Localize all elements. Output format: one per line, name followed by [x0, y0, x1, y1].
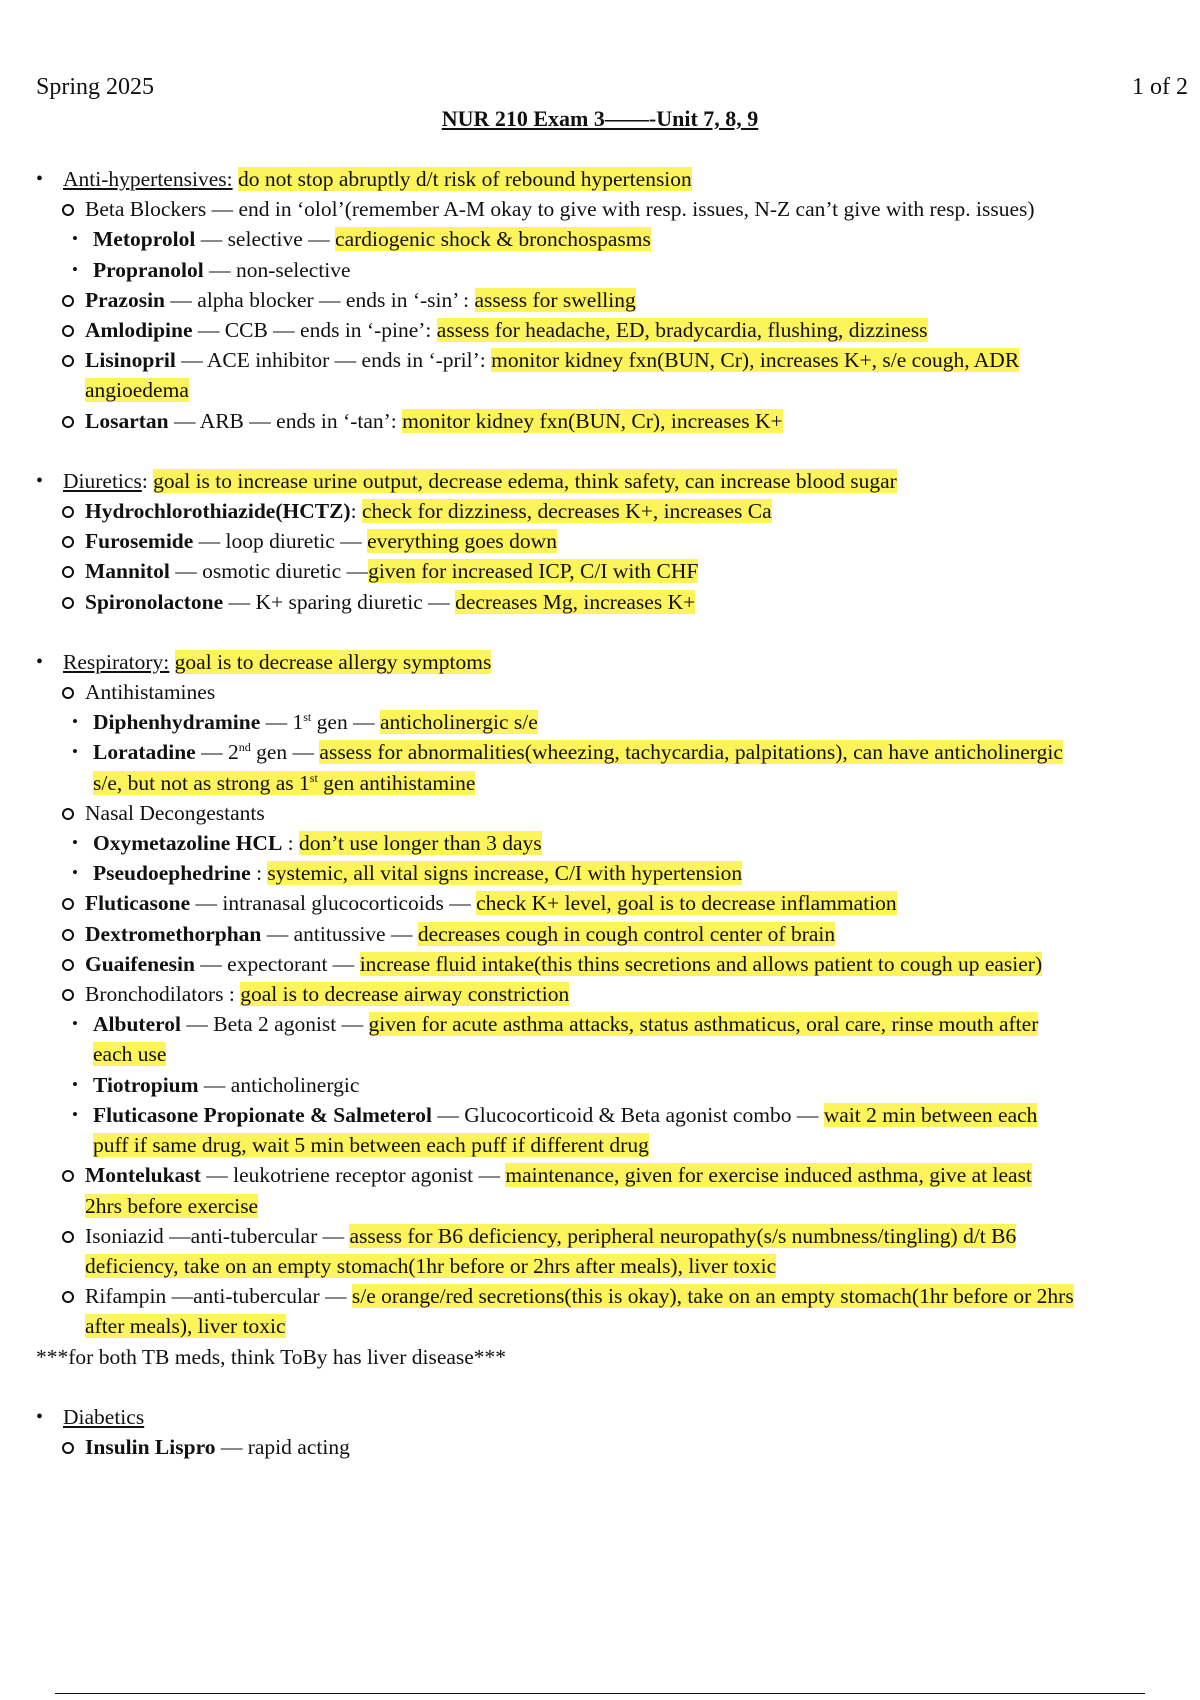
list-item — [36, 406, 1194, 436]
highlighted-note: wait 2 min between each — [823, 1102, 1038, 1127]
highlighted-note: check K+ level, goal is to decrease inflammation — [476, 891, 897, 916]
drug-name: Propranolol — [93, 257, 204, 282]
highlighted-note: goal is to decrease allergy symptoms — [174, 649, 492, 674]
section-antihypertensives — [36, 164, 1194, 436]
drug-name: Pseudoephedrine — [93, 861, 251, 886]
highlighted-note: decreases cough in cough control center of brain — [417, 921, 836, 946]
section-heading: Respiratory: — [63, 649, 170, 674]
circle-bullet-icon — [62, 808, 74, 820]
bullet-icon: • — [36, 1405, 44, 1428]
list-item — [36, 285, 1194, 315]
drug-name: Metoprolol — [93, 227, 196, 252]
drug-description: — non-selective — [203, 257, 351, 282]
section-diuretics — [36, 466, 1194, 617]
circle-bullet-icon — [62, 1442, 74, 1454]
circle-bullet-icon — [62, 204, 74, 216]
drug-name: Oxymetazoline HCL — [93, 831, 283, 856]
bullet-icon: • — [72, 1104, 78, 1124]
circle-bullet-icon — [62, 566, 74, 578]
section-heading-row — [36, 1402, 1194, 1432]
list-item — [36, 496, 1194, 526]
circle-bullet-icon — [62, 929, 74, 941]
page-number: 1 of 2 — [1132, 74, 1188, 100]
highlighted-note: deficiency, take on an empty stomach(1hr before or 2hrs after meals), liver toxic — [85, 1253, 777, 1278]
circle-bullet-icon — [62, 687, 74, 699]
list-item: Insulin Lispro — rapid acting — [36, 1432, 1194, 1462]
drug-description: — K+ sparing diuretic — — [223, 589, 456, 614]
drug-name: Spironolactone — [85, 589, 224, 614]
bullet-icon: • — [72, 863, 78, 883]
bullet-icon: • — [72, 712, 78, 732]
highlighted-note: assess for abnormalities(wheezing, tachycardia, palpitations), can have anticholinergic — [319, 740, 1063, 765]
footer-divider — [55, 1693, 1145, 1694]
highlighted-note: increase fluid intake(this thins secretions and allows patient to cough up easier) — [359, 951, 1043, 976]
section-heading: Diabetics — [63, 1404, 145, 1429]
drug-name: Guaifenesin — [85, 951, 195, 976]
list-item — [36, 798, 1194, 828]
drug-name: Dextromethorphan — [85, 921, 262, 946]
circle-bullet-icon — [62, 355, 74, 367]
highlighted-note: check for dizziness, decreases K+, increases Ca — [361, 499, 772, 524]
drug-name: Loratadine — [93, 740, 196, 765]
bullet-icon: • — [72, 1014, 78, 1034]
bullet-icon: • — [72, 259, 78, 279]
bullet-icon: • — [36, 168, 44, 190]
circle-bullet-icon — [62, 959, 74, 971]
highlighted-note: systemic, all vital signs increase, C/I with hypertension — [267, 861, 743, 886]
drug-name: Mannitol — [85, 559, 170, 584]
highlighted-note: decreases Mg, increases K+ — [455, 589, 696, 614]
drug-name: Losartan — [85, 408, 169, 433]
circle-bullet-icon — [62, 1231, 74, 1243]
highlighted-note: monitor kidney fxn(BUN, Cr), increases K+, s/e cough, ADR — [491, 348, 1020, 373]
item-text: Bronchodilators : — [85, 982, 241, 1007]
drug-description: — selective — — [195, 227, 336, 252]
item-text: Rifampin —anti-tubercular — — [85, 1284, 352, 1309]
section-heading-row — [36, 647, 1194, 677]
drug-description: — osmotic diuretic — — [169, 559, 369, 584]
list-item — [36, 194, 1194, 224]
highlighted-note: maintenance, given for exercise induced asthma, give at least — [505, 1163, 1032, 1188]
circle-bullet-icon — [62, 1291, 74, 1303]
drug-description: : — [350, 499, 362, 524]
bullet-icon: • — [72, 229, 78, 249]
bullet-icon: • — [36, 469, 44, 492]
highlighted-note: given for acute asthma attacks, status asthmaticus, oral care, rinse mouth after — [368, 1012, 1039, 1037]
highlighted-note: don’t use longer than 3 days — [299, 831, 542, 856]
circle-bullet-icon — [62, 989, 74, 1001]
item-text: Beta Blockers — end in ‘olol’(remember A-M okay to give with resp. issues, N-Z can’t give with resp. issues) — [85, 197, 1035, 222]
circle-bullet-icon — [62, 416, 74, 428]
highlighted-note: do not stop abruptly d/t risk of rebound hypertension — [237, 167, 692, 191]
drug-name: Fluticasone — [85, 891, 191, 916]
drug-description: — CCB — ends in ‘-pine’: — [192, 318, 437, 343]
list-item — [36, 224, 1194, 254]
drug-name: Montelukast — [85, 1163, 201, 1188]
drug-description: — loop diuretic — — [193, 529, 368, 554]
notes-content — [36, 164, 1194, 1492]
bullet-icon: • — [72, 833, 78, 853]
drug-name: Albuterol — [93, 1012, 181, 1037]
drug-name: Prazosin — [85, 287, 166, 312]
highlighted-note: goal is to increase urine output, decrease edema, think safety, can increase blood sugar — [153, 468, 897, 493]
list-item — [36, 255, 1194, 285]
drug-name: Furosemide — [85, 529, 194, 554]
circle-bullet-icon — [62, 898, 74, 910]
highlighted-note: 2hrs before exercise — [85, 1193, 259, 1218]
highlighted-note: s/e, but not as strong as 1st gen antihistamine — [93, 770, 476, 795]
list-item: Montelukast — leukotriene receptor agonist — maintenance, given for exercise induced asthma, give at least 2hrs before exercise — [36, 1160, 1194, 1220]
circle-bullet-icon — [62, 536, 74, 548]
item-text: Antihistamines — [85, 680, 216, 705]
list-item — [36, 587, 1194, 617]
highlighted-note: puff if same drug, wait 5 min between each puff if different drug — [93, 1133, 649, 1158]
drug-name: Fluticasone Propionate & Salmeterol — [93, 1102, 432, 1127]
highlighted-note: s/e orange/red secretions(this is okay), take on an empty stomach(1hr before or 2hrs — [351, 1284, 1074, 1309]
drug-name: Insulin Lispro — [85, 1434, 216, 1459]
highlighted-note: assess for headache, ED, bradycardia, flushing, dizziness — [436, 318, 928, 343]
list-item: • Diphenhydramine — 1st gen — anticholinergic s/e — [36, 707, 1194, 737]
highlighted-note: assess for swelling — [474, 287, 636, 312]
section-diabetics — [36, 1402, 1194, 1462]
list-item: • Pseudoephedrine : systemic, all vital signs increase, C/I with hypertension — [36, 858, 1194, 888]
circle-bullet-icon — [62, 597, 74, 609]
item-text: Nasal Decongestants — [85, 800, 265, 825]
list-item: • Oxymetazoline HCL : don’t use longer than 3 days — [36, 828, 1194, 858]
highlighted-note: everything goes down — [367, 529, 557, 554]
drug-name: Hydrochlorothiazide(HCTZ) — [85, 499, 351, 524]
list-item — [36, 1221, 1194, 1281]
list-item: Dextromethorphan — antitussive — decreases cough in cough control center of brain — [36, 919, 1194, 949]
section-respiratory — [36, 647, 1194, 1372]
drug-name: Tiotropium — [93, 1072, 199, 1097]
list-item: • Loratadine — 2nd gen — assess for abnormalities(wheezing, tachycardia, palpitations), can have anticholinergic s/e, but not as strong as 1st gen antihistamine — [36, 737, 1194, 797]
item-text: Isoniazid —anti-tubercular — — [85, 1223, 350, 1248]
drug-description: — ACE inhibitor — ends in ‘-pril’: — [175, 348, 492, 373]
highlighted-note: assess for B6 deficiency, peripheral neuropathy(s/s numbness/tingling) d/t B6 — [349, 1223, 1017, 1248]
highlighted-note: given for increased ICP, C/I with CHF — [368, 559, 699, 584]
page-title: NUR 210 Exam 3——-Unit 7, 8, 9 — [441, 106, 759, 131]
circle-bullet-icon — [62, 506, 74, 518]
section-heading: Diuretics — [63, 468, 142, 493]
list-item: • Tiotropium — anticholinergic — [36, 1070, 1194, 1100]
drug-name: Amlodipine — [85, 318, 193, 343]
list-item — [36, 526, 1194, 556]
list-item: • Fluticasone Propionate & Salmeterol — Glucocorticoid & Beta agonist combo — wait 2 min between each puff if same drug, wait 5 min between each puff if different drug — [36, 1100, 1194, 1160]
section-heading: Anti-hypertensives: — [63, 167, 233, 191]
highlighted-note: angioedema — [85, 378, 189, 403]
highlighted-note: goal is to decrease airway constriction — [240, 982, 570, 1007]
list-item: Guaifenesin — expectorant — increase fluid intake(this thins secretions and allows patient to cough up easier) — [36, 949, 1194, 979]
mnemonic-note: ***for both TB meds, think ToBy has liver disease*** — [36, 1344, 507, 1369]
semester-label: Spring 2025 — [36, 74, 155, 100]
bullet-icon: • — [72, 1074, 78, 1094]
highlighted-note: cardiogenic shock & bronchospasms — [335, 227, 651, 252]
drug-description: — ARB — ends in ‘-tan’: — [168, 408, 403, 433]
list-item: • Albuterol — Beta 2 agonist — given for acute asthma attacks, status asthmaticus, oral care, rinse mouth after each use — [36, 1009, 1194, 1069]
section-heading-row: • Diuretics: goal is to increase urine output, decrease edema, think safety, can increase blood sugar — [36, 466, 1194, 496]
list-item — [36, 979, 1194, 1009]
list-item: Fluticasone — intranasal glucocorticoids — check K+ level, goal is to decrease inflammation — [36, 888, 1194, 918]
drug-description: — alpha blocker — ends in ‘-sin’ : — [165, 287, 475, 312]
highlighted-note: after meals), liver toxic — [85, 1314, 286, 1339]
circle-bullet-icon — [62, 1170, 74, 1182]
list-item — [36, 345, 1194, 405]
list-item — [36, 1281, 1194, 1341]
drug-name: Lisinopril — [85, 348, 176, 373]
list-item — [36, 556, 1194, 586]
circle-bullet-icon — [62, 325, 74, 337]
highlighted-note: anticholinergic s/e — [379, 710, 538, 735]
section-heading-row — [36, 164, 1194, 194]
list-item — [36, 677, 1194, 707]
bullet-icon: • — [36, 650, 44, 673]
highlighted-note: each use — [93, 1042, 167, 1067]
highlighted-note: monitor kidney fxn(BUN, Cr), increases K+ — [402, 408, 783, 433]
bullet-icon: • — [72, 742, 78, 762]
list-item — [36, 315, 1194, 345]
circle-bullet-icon — [62, 295, 74, 307]
drug-name: Diphenhydramine — [93, 710, 261, 735]
